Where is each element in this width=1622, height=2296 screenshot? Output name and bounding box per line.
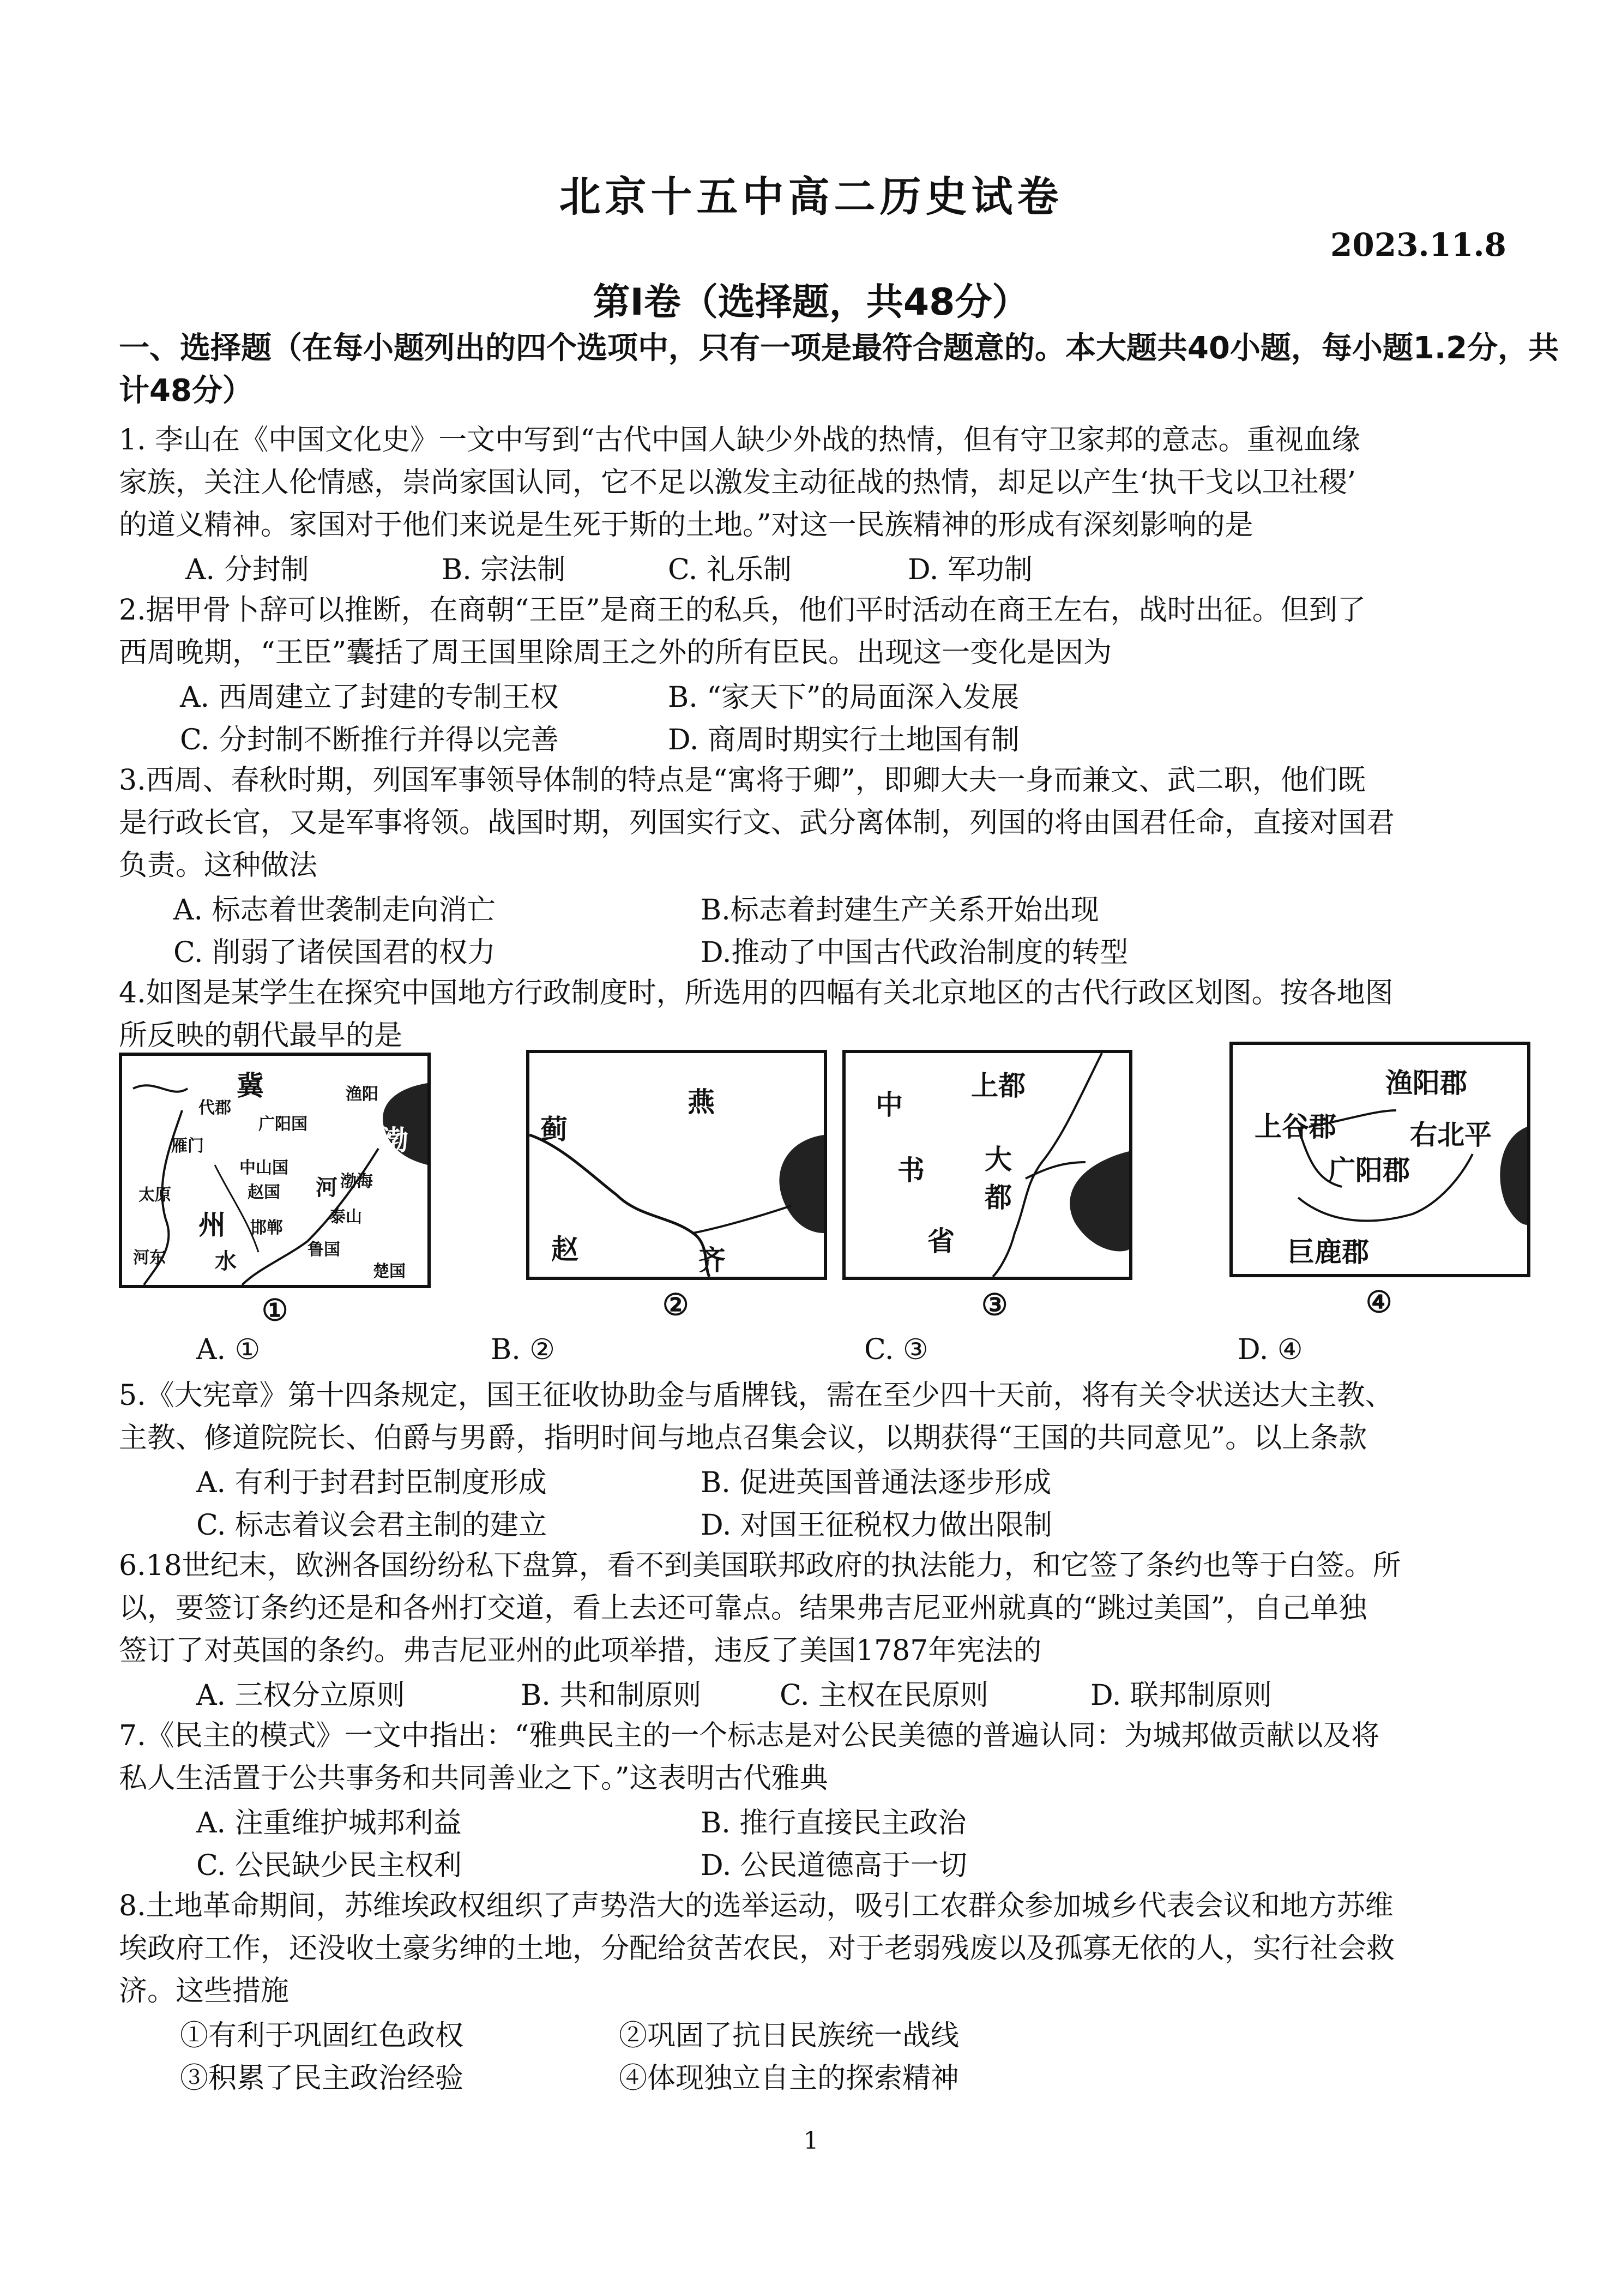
option-a[interactable]: A. 西周建立了封建的专制王权 xyxy=(180,681,559,714)
volume-title: 第Ⅰ卷（选择题，共48分） xyxy=(593,281,1029,324)
question-line: 3.西周、春秋时期，列国军事领导体制的特点是“寓将于卿”，即卿大夫一身而兼文、武二职，他们既 xyxy=(119,764,1366,797)
map-2-caption: ② xyxy=(662,1287,689,1322)
question-line: 以，要签订条约还是和各州打交道，看上去还可靠点。结果弗吉尼亚州就真的“跳过美国”，自己单独 xyxy=(119,1592,1367,1625)
question-line: 是行政长官，又是军事将领。战国时期，列国实行文、武分离体制，列国的将由国君任命，直接对国君 xyxy=(119,807,1395,839)
option-d[interactable]: D. 对国王征税权力做出限制 xyxy=(701,1509,1052,1542)
option-b[interactable]: B. ② xyxy=(491,1333,555,1366)
option-a[interactable]: A. 注重维护城邦利益 xyxy=(196,1807,462,1840)
page-title: 北京十五中高二历史试卷 xyxy=(559,172,1063,221)
option-b[interactable]: B. 宗法制 xyxy=(442,554,566,586)
page-number: 1 xyxy=(803,2127,819,2155)
option-a[interactable]: A. 标志着世袭制走向消亡 xyxy=(173,894,496,927)
question-line: 西周晚期，“王臣”囊括了周王国里除周王之外的所有臣民。出现这一变化是因为 xyxy=(119,636,1112,669)
option-b[interactable]: B. “家天下”的局面深入发展 xyxy=(668,681,1020,714)
question-line: 埃政府工作，还没收土豪劣绅的土地，分配给贫苦农民，对于老弱残废以及孤寡无依的人，实行社会救 xyxy=(119,1932,1395,1965)
map-3-caption: ③ xyxy=(981,1287,1008,1322)
option-d[interactable]: D. 军功制 xyxy=(908,554,1033,586)
map-label: 赵 xyxy=(551,1234,578,1265)
map-label: 赵国 xyxy=(248,1183,280,1202)
question-line: 签订了对英国的条约。弗吉尼亚州的此项举措，违反了美国1787年宪法的 xyxy=(119,1634,1042,1667)
question-line: 的道义精神。家国对于他们来说是生死于斯的土地。”对这一民族精神的形成有深刻影响的是 xyxy=(119,509,1253,542)
map-label: 巨鹿郡 xyxy=(1287,1236,1369,1268)
option-c[interactable]: C. ③ xyxy=(864,1333,928,1366)
map-label: 渤 xyxy=(381,1125,408,1156)
question-line: 5.《大宪章》第十四条规定，国王征收协助金与盾牌钱，需在至少四十天前，将有关令状送达大主教、 xyxy=(119,1379,1394,1412)
map-label: 渔阳 xyxy=(346,1085,378,1104)
map-label: 州 xyxy=(198,1209,226,1241)
map-label: 广阳郡 xyxy=(1328,1155,1410,1186)
map-label: 楚国 xyxy=(373,1262,406,1281)
map-label: 雁门 xyxy=(171,1137,204,1156)
map-label: 上都 xyxy=(971,1070,1026,1102)
question-line: 济。这些措施 xyxy=(119,1975,290,2008)
option-c[interactable]: C. 削弱了诸侯国君的权力 xyxy=(173,936,496,969)
option-b[interactable]: B. 促进英国普通法逐步形成 xyxy=(701,1466,1052,1499)
map-label: 渔阳郡 xyxy=(1385,1067,1467,1099)
section-heading: 一、选择题（在每小题列出的四个选项中，只有一项是最符合题意的。本大题共40小题，每小题1.2分，共计48分） xyxy=(119,330,1559,408)
map-label: 代郡 xyxy=(198,1098,231,1117)
option-d[interactable]: D. 商周时期实行土地国有制 xyxy=(668,724,1020,756)
map-label: 泰山 xyxy=(329,1207,362,1227)
option-d[interactable]: D.推动了中国古代政治制度的转型 xyxy=(701,936,1129,969)
map-1-caption: ① xyxy=(262,1293,288,1327)
option-b[interactable]: B. 共和制原则 xyxy=(521,1679,702,1712)
option-a[interactable]: A. 分封制 xyxy=(185,554,309,586)
option-c[interactable]: C. 主权在民原则 xyxy=(780,1679,988,1712)
option-c[interactable]: C. 分封制不断推行并得以完善 xyxy=(180,724,559,756)
option-a[interactable]: A. ① xyxy=(196,1333,261,1366)
map-label: 上谷郡 xyxy=(1255,1111,1336,1143)
option-a[interactable]: A. 有利于封君封臣制度形成 xyxy=(196,1466,547,1499)
map-label: 书 xyxy=(897,1155,925,1186)
option-c[interactable]: C. 标志着议会君主制的建立 xyxy=(196,1509,547,1542)
option-b[interactable]: B.标志着封建生产关系开始出现 xyxy=(701,894,1099,927)
map-label: 都 xyxy=(985,1182,1012,1213)
map-label: 燕 xyxy=(688,1086,715,1118)
question-line: 4.如图是某学生在探究中国地方行政制度时，所选用的四幅有关北京地区的古代行政区划图。按各地图 xyxy=(119,977,1394,1009)
map-label: 河东 xyxy=(133,1248,166,1267)
map-1 xyxy=(119,1053,431,1288)
option-4[interactable]: ④体现独立自主的探索精神 xyxy=(619,2062,960,2095)
map-label: 中 xyxy=(876,1089,903,1121)
question-line: 主教、修道院院长、伯爵与男爵，指明时间与地点召集会议，以期获得“王国的共同意见”。以上条款 xyxy=(119,1422,1367,1454)
map-label: 河 xyxy=(316,1175,337,1200)
map-label: 水 xyxy=(215,1249,237,1274)
option-a[interactable]: A. 三权分立原则 xyxy=(196,1679,405,1712)
option-2[interactable]: ②巩固了抗日民族统一战线 xyxy=(619,2019,960,2052)
question-line: 7.《民主的模式》一文中指出：“雅典民主的一个标志是对公民美德的普遍认同：为城邦做贡献以及将 xyxy=(119,1720,1380,1752)
map-label: 太原 xyxy=(138,1186,171,1205)
question-line: 6.18世纪末，欧洲各国纷纷私下盘算，看不到美国联邦政府的执法能力，和它签了条约也等于白签。所 xyxy=(119,1549,1401,1582)
map-label: 齐 xyxy=(698,1245,726,1276)
question-line: 家族，关注人伦情感，崇尚家国认同，它不足以激发主动征战的热情，却足以产生‘执干戈以卫社稷’ xyxy=(119,466,1356,499)
map-label: 冀 xyxy=(237,1070,264,1102)
question-line: 2.据甲骨卜辞可以推断，在商朝“王臣”是商王的私兵，他们平时活动在商王左右，战时出征。但到了 xyxy=(119,594,1366,627)
option-c[interactable]: C. 礼乐制 xyxy=(668,554,792,586)
map-2 xyxy=(526,1050,827,1280)
option-3[interactable]: ③积累了民主政治经验 xyxy=(180,2062,464,2095)
question-line: 私人生活置于公共事务和共同善业之下。”这表明古代雅典 xyxy=(119,1762,828,1795)
map-3 xyxy=(842,1050,1132,1280)
map-label: 鲁国 xyxy=(307,1240,340,1259)
question-line: 所反映的朝代最早的是 xyxy=(119,1019,403,1052)
map-label: 右北平 xyxy=(1410,1119,1492,1151)
question-line: 负责。这种做法 xyxy=(119,849,318,882)
map-label: 大 xyxy=(985,1144,1012,1175)
map-4 xyxy=(1229,1042,1530,1277)
option-1[interactable]: ①有利于巩固红色政权 xyxy=(180,2019,464,2052)
map-label: 邯郸 xyxy=(250,1218,283,1237)
map-label: 蓟 xyxy=(540,1114,568,1145)
option-d[interactable]: D. 联邦制原则 xyxy=(1090,1679,1272,1712)
option-d[interactable]: D. ④ xyxy=(1238,1333,1303,1366)
question-line: 1. 李山在《中国文化史》一文中写到“古代中国人缺少外战的热情，但有守卫家邦的意志。重视血缘 xyxy=(119,424,1360,456)
question-line: 8.土地革命期间，苏维埃政权组织了声势浩大的选举运动，吸引工农群众参加城乡代表会议和地方苏维 xyxy=(119,1890,1394,1922)
option-d[interactable]: D. 公民道德高于一切 xyxy=(701,1849,967,1882)
map-label: 省 xyxy=(927,1225,955,1257)
map-label: 渤海 xyxy=(340,1172,373,1191)
map-4-caption: ④ xyxy=(1366,1284,1392,1319)
map-label: 中山国 xyxy=(239,1158,288,1177)
option-b[interactable]: B. 推行直接民主政治 xyxy=(701,1807,967,1840)
map-label: 广阳国 xyxy=(258,1115,307,1134)
option-c[interactable]: C. 公民缺少民主权利 xyxy=(196,1849,462,1882)
exam-date: 2023.11.8 xyxy=(1330,226,1506,263)
